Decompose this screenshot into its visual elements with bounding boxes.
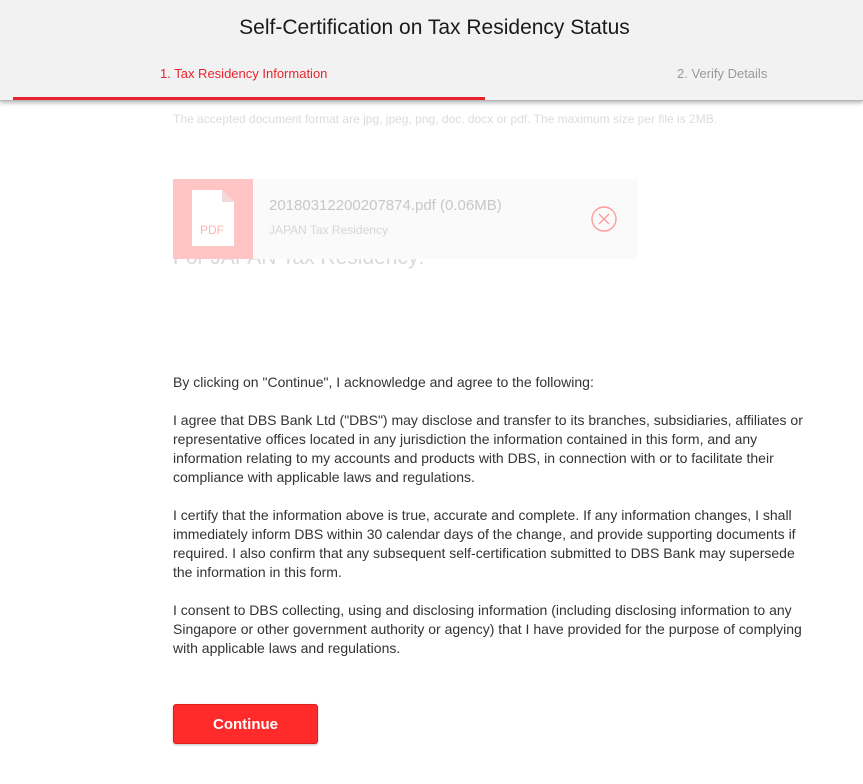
file-category: JAPAN Tax Residency — [269, 223, 388, 237]
continue-button[interactable]: Continue — [173, 704, 318, 744]
page-header — [0, 0, 863, 101]
active-step-indicator — [13, 97, 485, 100]
consent-text — [173, 373, 805, 677]
uploaded-file-card — [173, 179, 638, 259]
step-tax-residency-information[interactable]: 1. Tax Residency Information — [160, 66, 328, 81]
consent-intro: By clicking on "Continue", I acknowledge and agree to the following: — [173, 374, 594, 390]
file-name: 20180312200207874.pdf (0.06MB) — [269, 197, 502, 214]
accepted-format-note: The accepted document format are jpg, jpeg, png, doc, docx or pdf. The maximum size per file is 2MB. — [173, 112, 718, 126]
consent-paragraph-disclosure: I agree that DBS Bank Ltd ("DBS") may disclose and transfer to its branches, subsidiaries, affiliates or representative offices located in any jurisdiction the information contained in this form, and any information relating to my accounts and products with DBS, in connection with or to facilitate their compliance with applicable laws and regulations. — [173, 412, 803, 485]
close-circle-icon[interactable] — [591, 206, 617, 232]
consent-paragraph-certification: I certify that the information above is true, accurate and complete. If any information changes, I shall immediately inform DBS within 30 calendar days of the change, and provide supporting documents if required. I also confirm that any subsequent self-certification submitted to DBS Bank may supersede the information in this form. — [173, 507, 796, 580]
step-verify-details[interactable]: 2. Verify Details — [677, 66, 768, 81]
page-title: Self-Certification on Tax Residency Status — [239, 16, 630, 39]
consent-paragraph-data-collection: I consent to DBS collecting, using and disclosing information (including disclosing information to any Singapore or other government authority or agency) that I have provided for the purpose of complying with applicable laws and regulations. — [173, 602, 802, 656]
pdf-file-icon — [173, 179, 253, 259]
pdf-label: PDF — [200, 223, 224, 237]
